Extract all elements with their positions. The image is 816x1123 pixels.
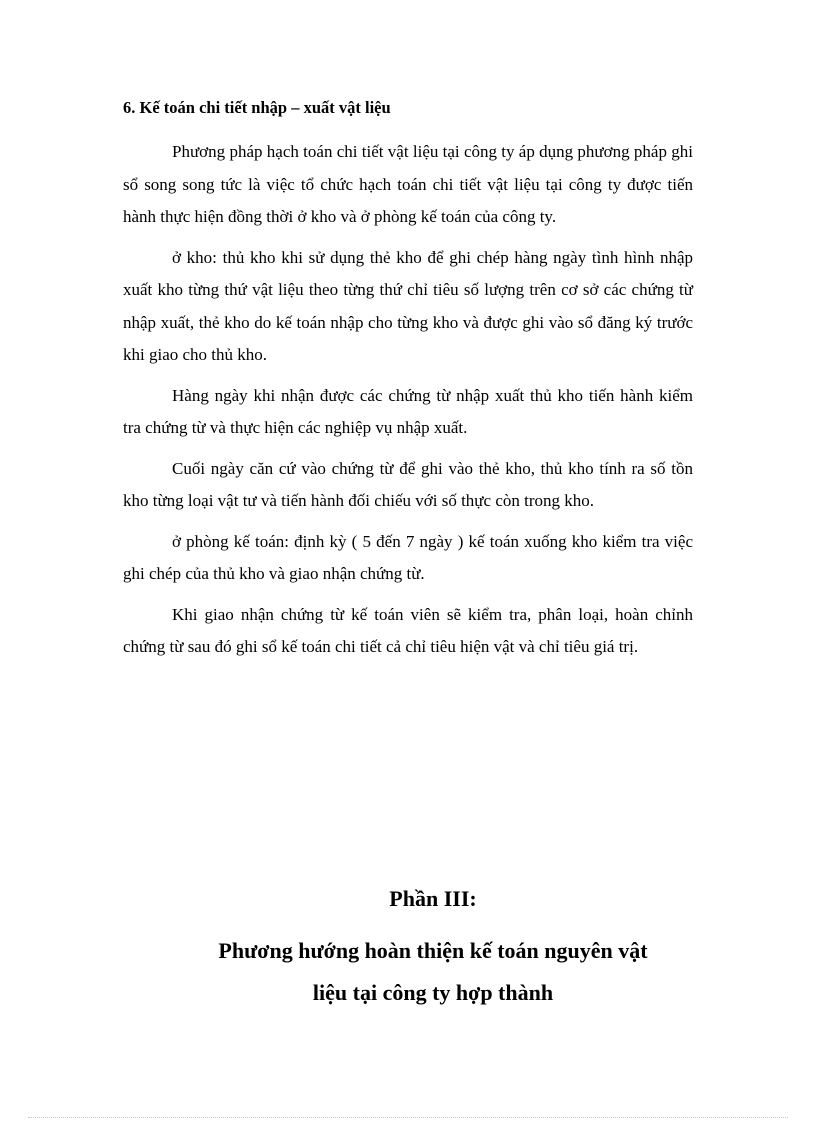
part-title: Phần III: xyxy=(389,886,477,911)
paragraph: Hàng ngày khi nhận được các chứng từ nhập xuất thủ kho tiến hành kiểm tra chứng từ và thực hiện các nghiệp vụ nhập xuất. xyxy=(123,385,693,437)
paragraph: ở phòng kế toán: định kỳ ( 5 đến 7 ngày ) kế toán xuống kho kiểm tra việc ghi chép của thủ kho và giao nhận chứng từ. xyxy=(123,531,693,583)
paragraph: Khi giao nhận chứng từ kế toán viên sẽ kiểm tra, phân loại, hoàn chỉnh chứng từ sau đó ghi sổ kế toán chi tiết cả chỉ tiêu hiện vật và chỉ tiêu giá trị. xyxy=(123,604,693,656)
section-heading: 6. Kế toán chi tiết nhập – xuất vật liệu xyxy=(123,98,391,117)
page-bottom-divider xyxy=(28,1117,788,1118)
paragraph: Cuối ngày căn cứ vào chứng từ để ghi vào thẻ kho, thủ kho tính ra số tồn kho từng loại vật tư và tiến hành đối chiếu với số thực còn trong kho. xyxy=(123,458,693,510)
part-subtitle-line: liệu tại công ty hợp thành xyxy=(312,980,554,1005)
body-text xyxy=(123,136,693,672)
paragraph: Phương pháp hạch toán chi tiết vật liệu tại công ty áp dụng phương pháp ghi sổ song song tức là việc tổ chức hạch toán chi tiết vật liệu tại công ty được tiến hành thực hiện đồng thời ở kho và ở phòng kế toán của công ty. xyxy=(123,142,693,226)
paragraph: ở kho: thủ kho khi sử dụng thẻ kho để ghi chép hàng ngày tình hình nhập xuất kho từng thứ vật liệu theo từng thứ chỉ tiêu số lượng trên cơ sở các chứng từ nhập xuất, thẻ kho do kế toán nhập cho từng kho và được ghi vào sổ đăng ký trước khi giao cho thủ kho. xyxy=(123,247,693,364)
part-subtitle xyxy=(150,930,716,1014)
part-subtitle-line: Phương hướng hoàn thiện kế toán nguyên vật xyxy=(218,938,648,963)
